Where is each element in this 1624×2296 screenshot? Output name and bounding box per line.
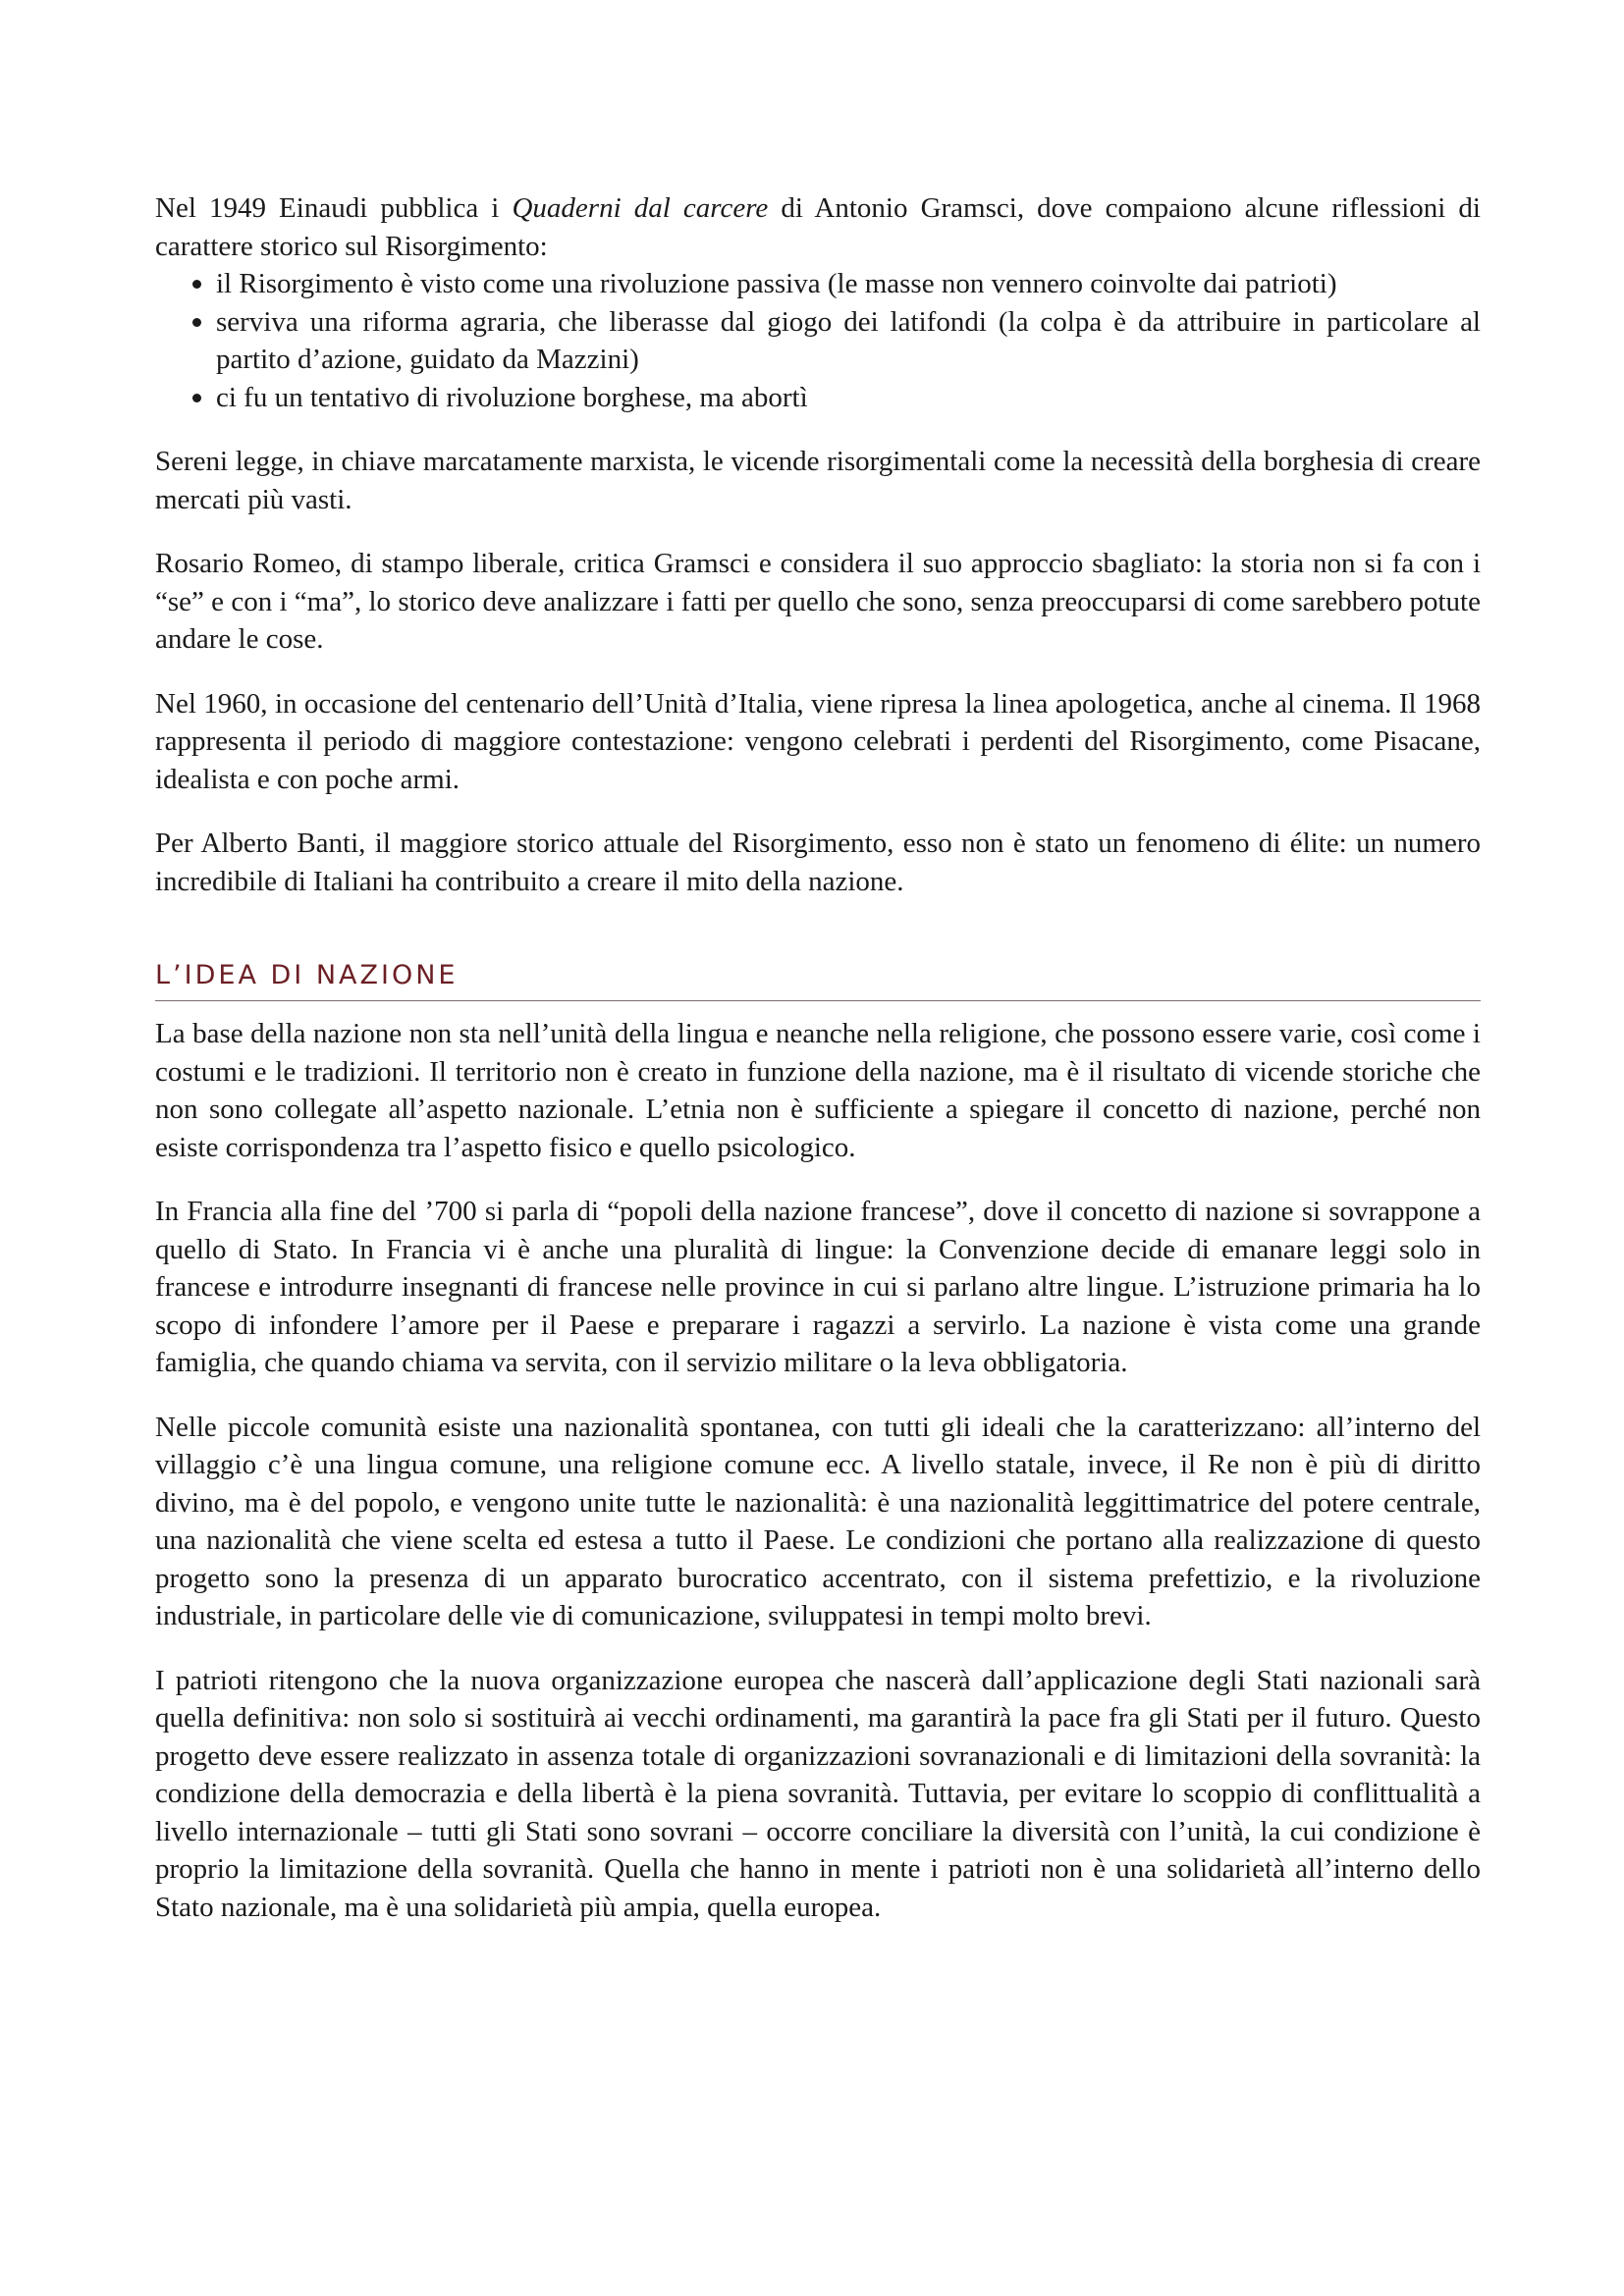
section-heading: L’IDEA DI NAZIONE [155, 957, 1481, 1001]
paragraph-nation-basis: La base della nazione non sta nell’unità della lingua e neanche nella religione, che possono essere varie, così come i costumi e le tradizioni. Il territorio non è creato in funzione della nazione, ma è il risultato di vicende storiche che non sono collegate all’aspetto nazionale. L’etnia non è sufficiente a spiegare il concetto di nazione, perché non esiste corrispondenza tra l’aspetto fisico e quello psicologico. [155, 1018, 1481, 1163]
book-title: Quaderni dal carcere [512, 192, 769, 224]
list-item [155, 379, 1481, 417]
list-item-text: serviva una riforma agraria, che liberasse dal giogo dei latifondi (la colpa è da attribuire in particolare al partito d’azione, guidato da Mazzini) [216, 305, 1481, 375]
paragraph-1960: Nel 1960, in occasione del centenario dell’Unità d’Italia, viene ripresa la linea apologetica, anche al cinema. Il 1968 rappresenta il periodo di maggiore contestazione: vengono celebrati i perdenti del Risorgimento, come Pisacane, idealista e con poche armi. [155, 687, 1481, 795]
paragraph-france: In Francia alla fine del ’700 si parla di “popoli della nazione francese”, dove il concetto di nazione si sovrappone a quello di Stato. In Francia vi è anche una pluralità di lingue: la Convenzione decide di emanare leggi solo in francese e introdurre insegnanti di francese nelle province in cui si parlano altre lingue. L’istruzione primaria ha lo scopo di infondere l’amore per il Paese e preparare i ragazzi a servirlo. La nazione è vista come una grande famiglia, che quando chiama va servita, con il servizio militare o la leva obbligatoria. [155, 1196, 1481, 1378]
document-page [155, 189, 1481, 1952]
paragraph-patriots: I patrioti ritengono che la nuova organizzazione europea che nascerà dall’applicazione degli Stati nazionali sarà quella definitiva: non solo si sostituirà ai vecchi ordinamenti, ma garantirà la pace fra gli Stati per il futuro. Questo progetto deve essere realizzato in assenza totale di organizzazioni sovranazionali e di limitazioni della sovranità: la condizione della democrazia e della libertà è la piena sovranità. Tuttavia, per evitare lo scoppio di conflittualità a livello internazionale – tutti gli Stati sono sovrani – occorre conciliare la diversità con l’unità, la cui condizione è proprio la limitazione della sovranità. Quella che hanno in mente i patrioti non è una solidarietà all’interno dello Stato nazionale, ma è una solidarietà più ampia, quella europea. [155, 1664, 1481, 1923]
list-item-text: il Risorgimento è visto come una rivoluzione passiva (le masse non vennero coinvolte dai patrioti) [216, 268, 1337, 299]
list-item [155, 303, 1481, 379]
paragraph-banti: Per Alberto Banti, il maggiore storico attuale del Risorgimento, esso non è stato un fenomeno di élite: un numero incredibile di Italiani ha contribuito a creare il mito della nazione. [155, 828, 1481, 897]
gramsci-bullet-list [155, 265, 1481, 416]
list-item-text: ci fu un tentativo di rivoluzione borghese, ma abortì [216, 381, 808, 413]
paragraph-communities: Nelle piccole comunità esiste una nazionalità spontanea, con tutti gli ideali che la caratterizzano: all’interno del villaggio c’è una lingua comune, una religione comune ecc. A livello statale, invece, il Re non è più di diritto divino, ma è del popolo, e vengono unite tutte le nazionalità: è una nazionalità leggittimatrice del potere centrale, una nazionalità che viene scelta ed estesa a tutto il Paese. Le condizioni che portano alla realizzazione di questo progetto sono la presenza di un apparato burocratico accentrato, con il sistema prefettizio, e la rivoluzione industriale, in particolare delle vie di comunicazione, sviluppatesi in tempi molto brevi. [155, 1411, 1481, 1631]
paragraph-romeo: Rosario Romeo, di stampo liberale, critica Gramsci e considera il suo approccio sbagliato: la storia non si fa con i “se” e con i “ma”, lo storico deve analizzare i fatti per quello che sono, senza preoccuparsi di come sarebbero potute andare le cose. [155, 548, 1481, 655]
list-item [155, 265, 1481, 303]
intro-text-end: di Antonio Gramsci, dove compaiono alcune riflessioni di carattere storico sul Risorgimento: [155, 192, 1481, 262]
intro-text-start: Nel 1949 Einaudi pubblica i [155, 192, 513, 224]
paragraph-sereni: Sereni legge, in chiave marcatamente marxista, le vicende risorgimentali come la necessità della borghesia di creare mercati più vasti. [155, 446, 1481, 515]
intro-paragraph [155, 189, 1481, 265]
